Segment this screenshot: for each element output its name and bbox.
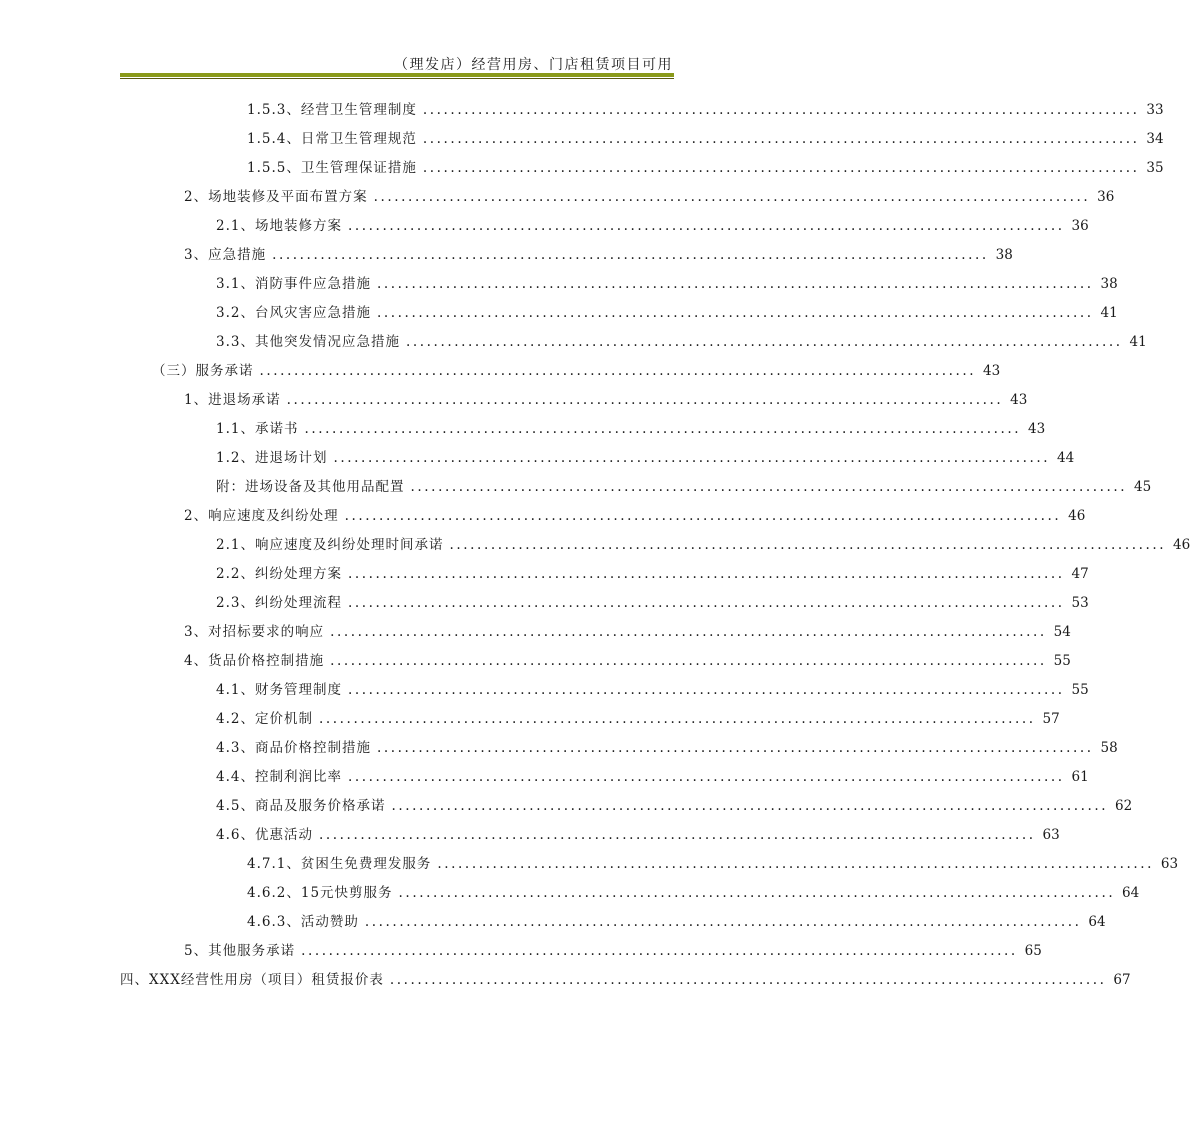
toc-entry-title: 3、应急措施: [184, 247, 267, 263]
toc-entry-title: 3.3、其他突发情况应急措施: [216, 334, 400, 350]
toc-page-number: 47: [1071, 566, 1089, 582]
toc-entry[interactable]: [184, 245, 1013, 265]
toc-entry-title: 2、场地装修及平面布置方案: [184, 189, 368, 205]
toc-entry[interactable]: [216, 477, 1152, 497]
toc-entry[interactable]: [247, 854, 1179, 874]
toc-entry[interactable]: [184, 187, 1115, 207]
toc-entry[interactable]: [216, 419, 1046, 439]
toc-page-number: 35: [1146, 160, 1164, 176]
toc-page-number: 58: [1100, 740, 1118, 756]
toc-entry[interactable]: [247, 129, 1164, 149]
toc-entry[interactable]: [216, 303, 1118, 323]
toc-page-number: 41: [1129, 334, 1147, 350]
toc-dot-leader: ........................................................................................................: [410, 479, 1128, 495]
toc-entry-title: （三）服务承诺: [152, 363, 254, 379]
toc-entry[interactable]: [247, 100, 1164, 120]
toc-entry-title: 4.3、商品价格控制措施: [216, 740, 371, 756]
toc-entry-title: 4.1、财务管理制度: [216, 682, 342, 698]
toc-dot-leader: ........................................................................................................: [272, 247, 989, 263]
toc-dot-leader: ........................................................................................................: [398, 885, 1116, 901]
toc-dot-leader: ........................................................................................................: [364, 914, 1082, 930]
toc-dot-leader: ........................................................................................................: [318, 711, 1036, 727]
toc-page-number: 34: [1146, 131, 1164, 147]
toc-entry[interactable]: [184, 506, 1086, 526]
toc-dot-leader: ........................................................................................................: [449, 537, 1167, 553]
toc-entry-title: 1.1、承诺书: [216, 421, 299, 437]
toc-dot-leader: ........................................................................................................: [347, 769, 1065, 785]
toc-dot-leader: ........................................................................................................: [286, 392, 1004, 408]
toc-entry-title: 3、对招标要求的响应: [184, 624, 325, 640]
toc-entry-title: 2、响应速度及纠纷处理: [184, 508, 339, 524]
toc-page-number: 46: [1173, 537, 1190, 553]
toc-dot-leader: ........................................................................................................: [376, 740, 1094, 756]
toc-dot-leader: ........................................................................................................: [376, 276, 1094, 292]
toc-dot-leader: ........................................................................................................: [330, 653, 1047, 669]
toc-page-number: 65: [1024, 943, 1042, 959]
toc-entry[interactable]: [184, 622, 1071, 642]
toc-dot-leader: ........................................................................................................: [301, 943, 1018, 959]
toc-entry[interactable]: [216, 593, 1089, 613]
toc-dot-leader: ........................................................................................................: [259, 363, 977, 379]
toc-entry[interactable]: [216, 448, 1075, 468]
toc-page-number: 67: [1113, 972, 1131, 988]
toc-dot-leader: ........................................................................................................: [347, 218, 1065, 234]
toc-entry-title: 4.7.1、贫困生免费理发服务: [247, 856, 432, 872]
toc-dot-leader: ........................................................................................................: [422, 131, 1140, 147]
toc-entry-title: 四、XXX经营性用房（项目）租赁报价表: [120, 972, 384, 988]
toc-entry[interactable]: [152, 361, 1001, 381]
toc-entry-title: 3.2、台风灾害应急措施: [216, 305, 371, 321]
toc-page-number: 62: [1115, 798, 1133, 814]
toc-page-number: 33: [1146, 102, 1164, 118]
toc-dot-leader: ........................................................................................................: [344, 508, 1062, 524]
toc-page-number: 46: [1068, 508, 1086, 524]
toc-page-number: 36: [1097, 189, 1115, 205]
toc-entry[interactable]: [184, 941, 1042, 961]
toc-entry[interactable]: [247, 912, 1106, 932]
toc-dot-leader: ........................................................................................................: [347, 595, 1065, 611]
toc-entry[interactable]: [184, 651, 1071, 671]
toc-entry-title: 4、货品价格控制措施: [184, 653, 325, 669]
toc-dot-leader: ........................................................................................................: [333, 450, 1051, 466]
toc-entry[interactable]: [216, 767, 1089, 787]
toc-dot-leader: ........................................................................................................: [437, 856, 1155, 872]
toc-entry[interactable]: [216, 216, 1089, 236]
toc-dot-leader: ........................................................................................................: [347, 682, 1065, 698]
toc-entry-title: 5、其他服务承诺: [184, 943, 296, 959]
toc-page-number: 36: [1071, 218, 1089, 234]
toc-entry-title: 2.3、纠纷处理流程: [216, 595, 342, 611]
toc-page-number: 61: [1071, 769, 1089, 785]
toc-page-number: 41: [1100, 305, 1118, 321]
toc-page-number: 54: [1053, 624, 1071, 640]
toc-dot-leader: ........................................................................................................: [347, 566, 1065, 582]
toc-entry[interactable]: [184, 390, 1028, 410]
toc-entry-title: 4.6、优惠活动: [216, 827, 313, 843]
toc-dot-leader: ........................................................................................................: [318, 827, 1036, 843]
toc-entry[interactable]: [216, 680, 1089, 700]
toc-page-number: 45: [1134, 479, 1152, 495]
toc-page-number: 38: [995, 247, 1013, 263]
toc-dot-leader: ........................................................................................................: [391, 798, 1109, 814]
toc-page-number: 38: [1100, 276, 1118, 292]
toc-entry-title: 1.5.4、日常卫生管理规范: [247, 131, 417, 147]
toc-dot-leader: ........................................................................................................: [422, 160, 1140, 176]
toc-dot-leader: ........................................................................................................: [422, 102, 1140, 118]
toc-dot-leader: ........................................................................................................: [376, 305, 1094, 321]
toc-entry[interactable]: [216, 738, 1118, 758]
toc-dot-leader: ........................................................................................................: [373, 189, 1091, 205]
toc-page-number: 55: [1053, 653, 1071, 669]
toc-dot-leader: ........................................................................................................: [330, 624, 1047, 640]
toc-entry-title: 2.1、场地装修方案: [216, 218, 342, 234]
toc-page-number: 55: [1071, 682, 1089, 698]
toc-page-number: 64: [1122, 885, 1140, 901]
toc-dot-leader: ........................................................................................................: [389, 972, 1107, 988]
toc-page-number: 43: [1010, 392, 1028, 408]
toc-entry-title: 4.6.3、活动赞助: [247, 914, 359, 930]
toc-page-number: 63: [1160, 856, 1179, 872]
toc-page-number: 43: [1028, 421, 1046, 437]
toc-page-number: 53: [1071, 595, 1089, 611]
toc-entry[interactable]: [247, 158, 1164, 178]
toc-entry-title: 3.1、消防事件应急措施: [216, 276, 371, 292]
toc-dot-leader: ........................................................................................................: [405, 334, 1123, 350]
toc-entry[interactable]: [216, 535, 1190, 555]
toc-entry[interactable]: [216, 825, 1060, 845]
toc-entry-title: 4.5、商品及服务价格承诺: [216, 798, 386, 814]
toc-dot-leader: ........................................................................................................: [304, 421, 1022, 437]
toc-entry[interactable]: [216, 709, 1060, 729]
toc-entry-title: 1.5.3、经营卫生管理制度: [247, 102, 417, 118]
toc-entry[interactable]: [216, 796, 1133, 816]
page-header-title: （理发店）经营用房、门店租赁项目可用: [394, 57, 673, 73]
toc-entry-title: 2.2、纠纷处理方案: [216, 566, 342, 582]
toc-entry[interactable]: [216, 332, 1147, 352]
toc-entry-title: 4.2、定价机制: [216, 711, 313, 727]
toc-entry-title: 2.1、响应速度及纠纷处理时间承诺: [216, 537, 444, 553]
toc-entry[interactable]: [216, 564, 1089, 584]
toc-entry[interactable]: [216, 274, 1118, 294]
toc-entry-title: 1、进退场承诺: [184, 392, 281, 408]
toc-page-number: 44: [1057, 450, 1075, 466]
toc-page-number: 63: [1042, 827, 1060, 843]
toc-entry-title: 1.5.5、卫生管理保证措施: [247, 160, 417, 176]
toc-page-number: 43: [983, 363, 1001, 379]
toc-entry[interactable]: [247, 883, 1140, 903]
toc-entry-title: 4.6.2、15元快剪服务: [247, 885, 393, 901]
toc-entry-title: 附：进场设备及其他用品配置: [216, 479, 405, 495]
toc-entry-title: 1.2、进退场计划: [216, 450, 328, 466]
toc-page-number: 64: [1088, 914, 1106, 930]
toc-page-number: 57: [1042, 711, 1060, 727]
toc-entry[interactable]: [120, 970, 1131, 990]
toc-entry-title: 4.4、控制利润比率: [216, 769, 342, 785]
